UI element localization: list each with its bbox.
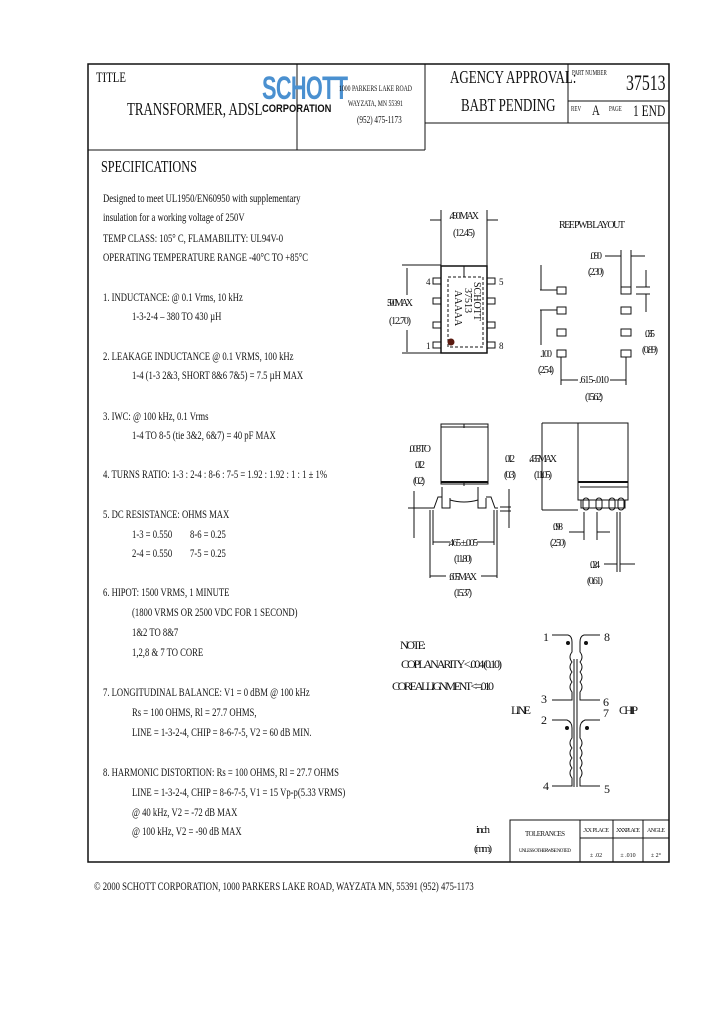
spec-line: 8-6 = 0.25 — [190, 527, 226, 541]
svg-text:(12.45): (12.45) — [453, 228, 475, 239]
svg-text:± 2°: ± 2° — [650, 853, 662, 859]
svg-text:(0.89): (0.89) — [642, 345, 658, 356]
svg-text:1: 1 — [543, 630, 549, 644]
spec-line: 7-5 = 0.25 — [190, 546, 226, 560]
svg-text:(2.54): (2.54) — [538, 365, 554, 376]
svg-text:AAAAA: AAAAA — [452, 290, 463, 327]
spec-line: Designed to meet UL1950/EN60950 with supplementary — [103, 191, 301, 205]
svg-text:.490 MAX: .490 MAX — [449, 211, 479, 222]
spec-line: @ 100 kHz, V2 = -90 dB MAX — [132, 824, 242, 838]
pins-left — [433, 278, 441, 348]
spec-line: 1-4 (1-3 2&3, SHORT 8&6 7&5) = 7.5 µH MAX — [132, 368, 304, 382]
spec-line: insulation for a working voltage of 250V — [103, 210, 245, 224]
svg-text:(0.2): (0.2) — [413, 476, 425, 487]
svg-text:4: 4 — [543, 779, 549, 793]
svg-text:(11.05): (11.05) — [534, 470, 552, 481]
spec-line: @ 40 kHz, V2 = -72 dB MAX — [132, 805, 238, 819]
svg-text:.012: .012 — [505, 454, 515, 465]
svg-text:3: 3 — [541, 692, 547, 706]
address-line-1: 1000 PARKERS LAKE ROAD — [339, 84, 412, 93]
spec-line: 4. TURNS RATIO: 1-3 : 2-4 : 8-6 : 7-5 = 1.92 : 1.92 : 1 : 1 ± 1% — [103, 467, 328, 481]
svg-text:2: 2 — [541, 713, 547, 727]
svg-text:(0.61): (0.61) — [587, 576, 603, 587]
spec-line: 1-4 TO 8-5 (tie 3&2, 6&7) = 40 pF MAX — [132, 428, 276, 442]
rev-label: REV — [571, 105, 582, 113]
part-number-label: PART NUMBER — [572, 69, 607, 77]
svg-text:.435 MAX: .435 MAX — [529, 454, 557, 465]
svg-text:inch: inch — [476, 824, 490, 836]
spec-line: 3. IWC: @ 100 kHz, 0.1 Vrms — [103, 409, 209, 423]
spec-line: OPERATING TEMPERATURE RANGE -40°C TO +85°C — [103, 250, 308, 264]
svg-text:ANGLE: ANGLE — [647, 828, 665, 834]
svg-text:(11.80): (11.80) — [454, 554, 472, 565]
schematic-labels — [511, 630, 638, 796]
title-label: TITLE — [96, 70, 126, 86]
spec-line: 7. LONGITUDINAL BALANCE: V1 = 0 dBM @ 100 kHz — [103, 685, 310, 699]
specifications-heading: SPECIFICATIONS — [101, 157, 197, 176]
svg-text:8: 8 — [604, 630, 610, 644]
side-dims — [409, 444, 516, 599]
svg-text:.098: .098 — [553, 522, 563, 533]
svg-text:REF. PWB LAYOUT: REF. PWB LAYOUT — [559, 220, 625, 231]
spec-line: 1,2,8 & 7 TO CORE — [132, 645, 204, 659]
spec-line: TEMP CLASS: 105° C, FLAMABILITY: UL94V-0 — [103, 231, 284, 245]
svg-text:.615-.010: .615-.010 — [579, 375, 609, 386]
svg-text:.605 MAX: .605 MAX — [449, 572, 477, 583]
svg-text:(2.50): (2.50) — [550, 538, 566, 549]
spec-line: 2. LEAKAGE INDUCTANCE @ 0.1 VRMS, 100 kHz — [103, 349, 294, 363]
svg-text:.090: .090 — [590, 251, 602, 262]
svg-text:.500 MAX: .500 MAX — [387, 298, 413, 309]
notes — [392, 638, 502, 693]
page-label: PAGE — [609, 105, 622, 113]
spec-line: 1. INDUCTANCE: @ 0.1 Vrms, 10 kHz — [103, 290, 243, 304]
svg-text:(15.37): (15.37) — [454, 588, 472, 599]
pwb-dims — [538, 220, 658, 403]
svg-text:.024: .024 — [590, 560, 600, 571]
units-label — [474, 824, 492, 855]
top-view — [402, 210, 498, 353]
svg-text:TOLERANCES: TOLERANCES — [525, 830, 565, 838]
spec-line: 1&2 TO 8&7 — [132, 625, 179, 639]
schott-logo — [262, 70, 388, 115]
svg-text:CHIP: CHIP — [619, 703, 638, 717]
svg-text:.XX PLACE: .XX PLACE — [583, 828, 609, 834]
svg-text:.XXX PLACE: .XXX PLACE — [616, 828, 640, 834]
pin1-marker — [448, 339, 455, 346]
spec-line: (1800 VRMS OR 2500 VDC FOR 1 SECOND) — [132, 605, 298, 619]
spec-line: 5. DC RESISTANCE: OHMS MAX — [103, 507, 230, 521]
svg-text:4: 4 — [426, 277, 431, 287]
spec-line: 6. HIPOT: 1500 VRMS, 1 MINUTE — [103, 585, 230, 599]
svg-text:UNLESS OTHERWISE NOTED: UNLESS OTHERWISE NOTED — [519, 849, 571, 854]
logo-main: SCHOTT — [262, 70, 348, 106]
document-title: TRANSFORMER, ADSL — [127, 99, 263, 119]
transformer-schematic — [552, 635, 600, 787]
svg-text:.465 ±.005: .465 ±.005 — [448, 538, 478, 549]
svg-text:COPLANARITY < .004 (0.10): COPLANARITY < .004 (0.10) — [401, 657, 502, 671]
spec-line: 8. HARMONIC DISTORTION: Rs = 100 OHMS, Rl = 27.7 OHMS — [103, 765, 339, 779]
svg-text:5: 5 — [499, 277, 504, 287]
part-number: 37513 — [626, 70, 666, 95]
svg-text:37513: 37513 — [462, 288, 473, 313]
svg-text:(mm): (mm) — [474, 843, 492, 855]
end-view — [542, 423, 635, 572]
spec-line: LINE = 1-3-2-4, CHIP = 8-6-7-5, V2 = 60 dB MIN. — [132, 725, 312, 739]
svg-text:.035: .035 — [645, 329, 655, 340]
svg-text:NOTE:: NOTE: — [400, 638, 426, 652]
svg-text:(2.30): (2.30) — [588, 267, 604, 278]
spec-line: 2-4 = 0.550 — [132, 546, 173, 560]
footer-copyright: © 2000 SCHOTT CORPORATION, 1000 PARKERS LAKE ROAD, WAYZATA MN, 55391 (952) 475-1173 — [94, 879, 474, 893]
svg-text:LINE: LINE — [511, 703, 531, 717]
svg-text:(12.70): (12.70) — [389, 316, 411, 327]
svg-text:5: 5 — [604, 782, 610, 796]
svg-text:7: 7 — [603, 706, 609, 720]
pins-right — [487, 278, 495, 348]
logo-sub: CORPORATION — [262, 103, 332, 115]
rev-value: A — [592, 103, 600, 119]
svg-text:8: 8 — [499, 341, 504, 351]
svg-text:(0.3): (0.3) — [504, 470, 516, 481]
agency-approval: AGENCY APPROVAL: — [450, 67, 577, 87]
svg-text:1: 1 — [426, 341, 431, 351]
phone: (952) 475-1173 — [357, 115, 402, 126]
svg-text:SCHOTT: SCHOTT — [471, 282, 482, 321]
spec-line: 1-3 = 0.550 — [132, 527, 173, 541]
agency-status: BABT PENDING — [461, 95, 556, 115]
marking-text — [452, 282, 482, 327]
svg-text:.008 TO: .008 TO — [409, 444, 431, 455]
svg-text:(15.62): (15.62) — [585, 392, 603, 403]
spec-line: LINE = 1-3-2-4, CHIP = 8-6-7-5, V1 = 15 Vp-p(5.33 VRMS) — [132, 785, 346, 799]
svg-text:.012: .012 — [415, 460, 425, 471]
svg-text:± .02: ± .02 — [589, 853, 603, 859]
svg-text:6: 6 — [603, 695, 609, 709]
spec-line: 1-3-2-4 – 380 TO 430 µH — [132, 309, 222, 323]
spec-line: Rs = 100 OHMS, Rl = 27.7 OHMS, — [132, 705, 257, 719]
page-value: 1 END — [633, 103, 666, 120]
address-line-2: WAYZATA, MN 55391 — [348, 99, 403, 108]
svg-text:± .010: ± .010 — [620, 853, 636, 859]
end-dims — [529, 454, 603, 587]
svg-text:.100: .100 — [540, 349, 552, 360]
svg-text:CORE ALLIGNMENT <= .010: CORE ALLIGNMENT <= .010 — [392, 679, 494, 693]
